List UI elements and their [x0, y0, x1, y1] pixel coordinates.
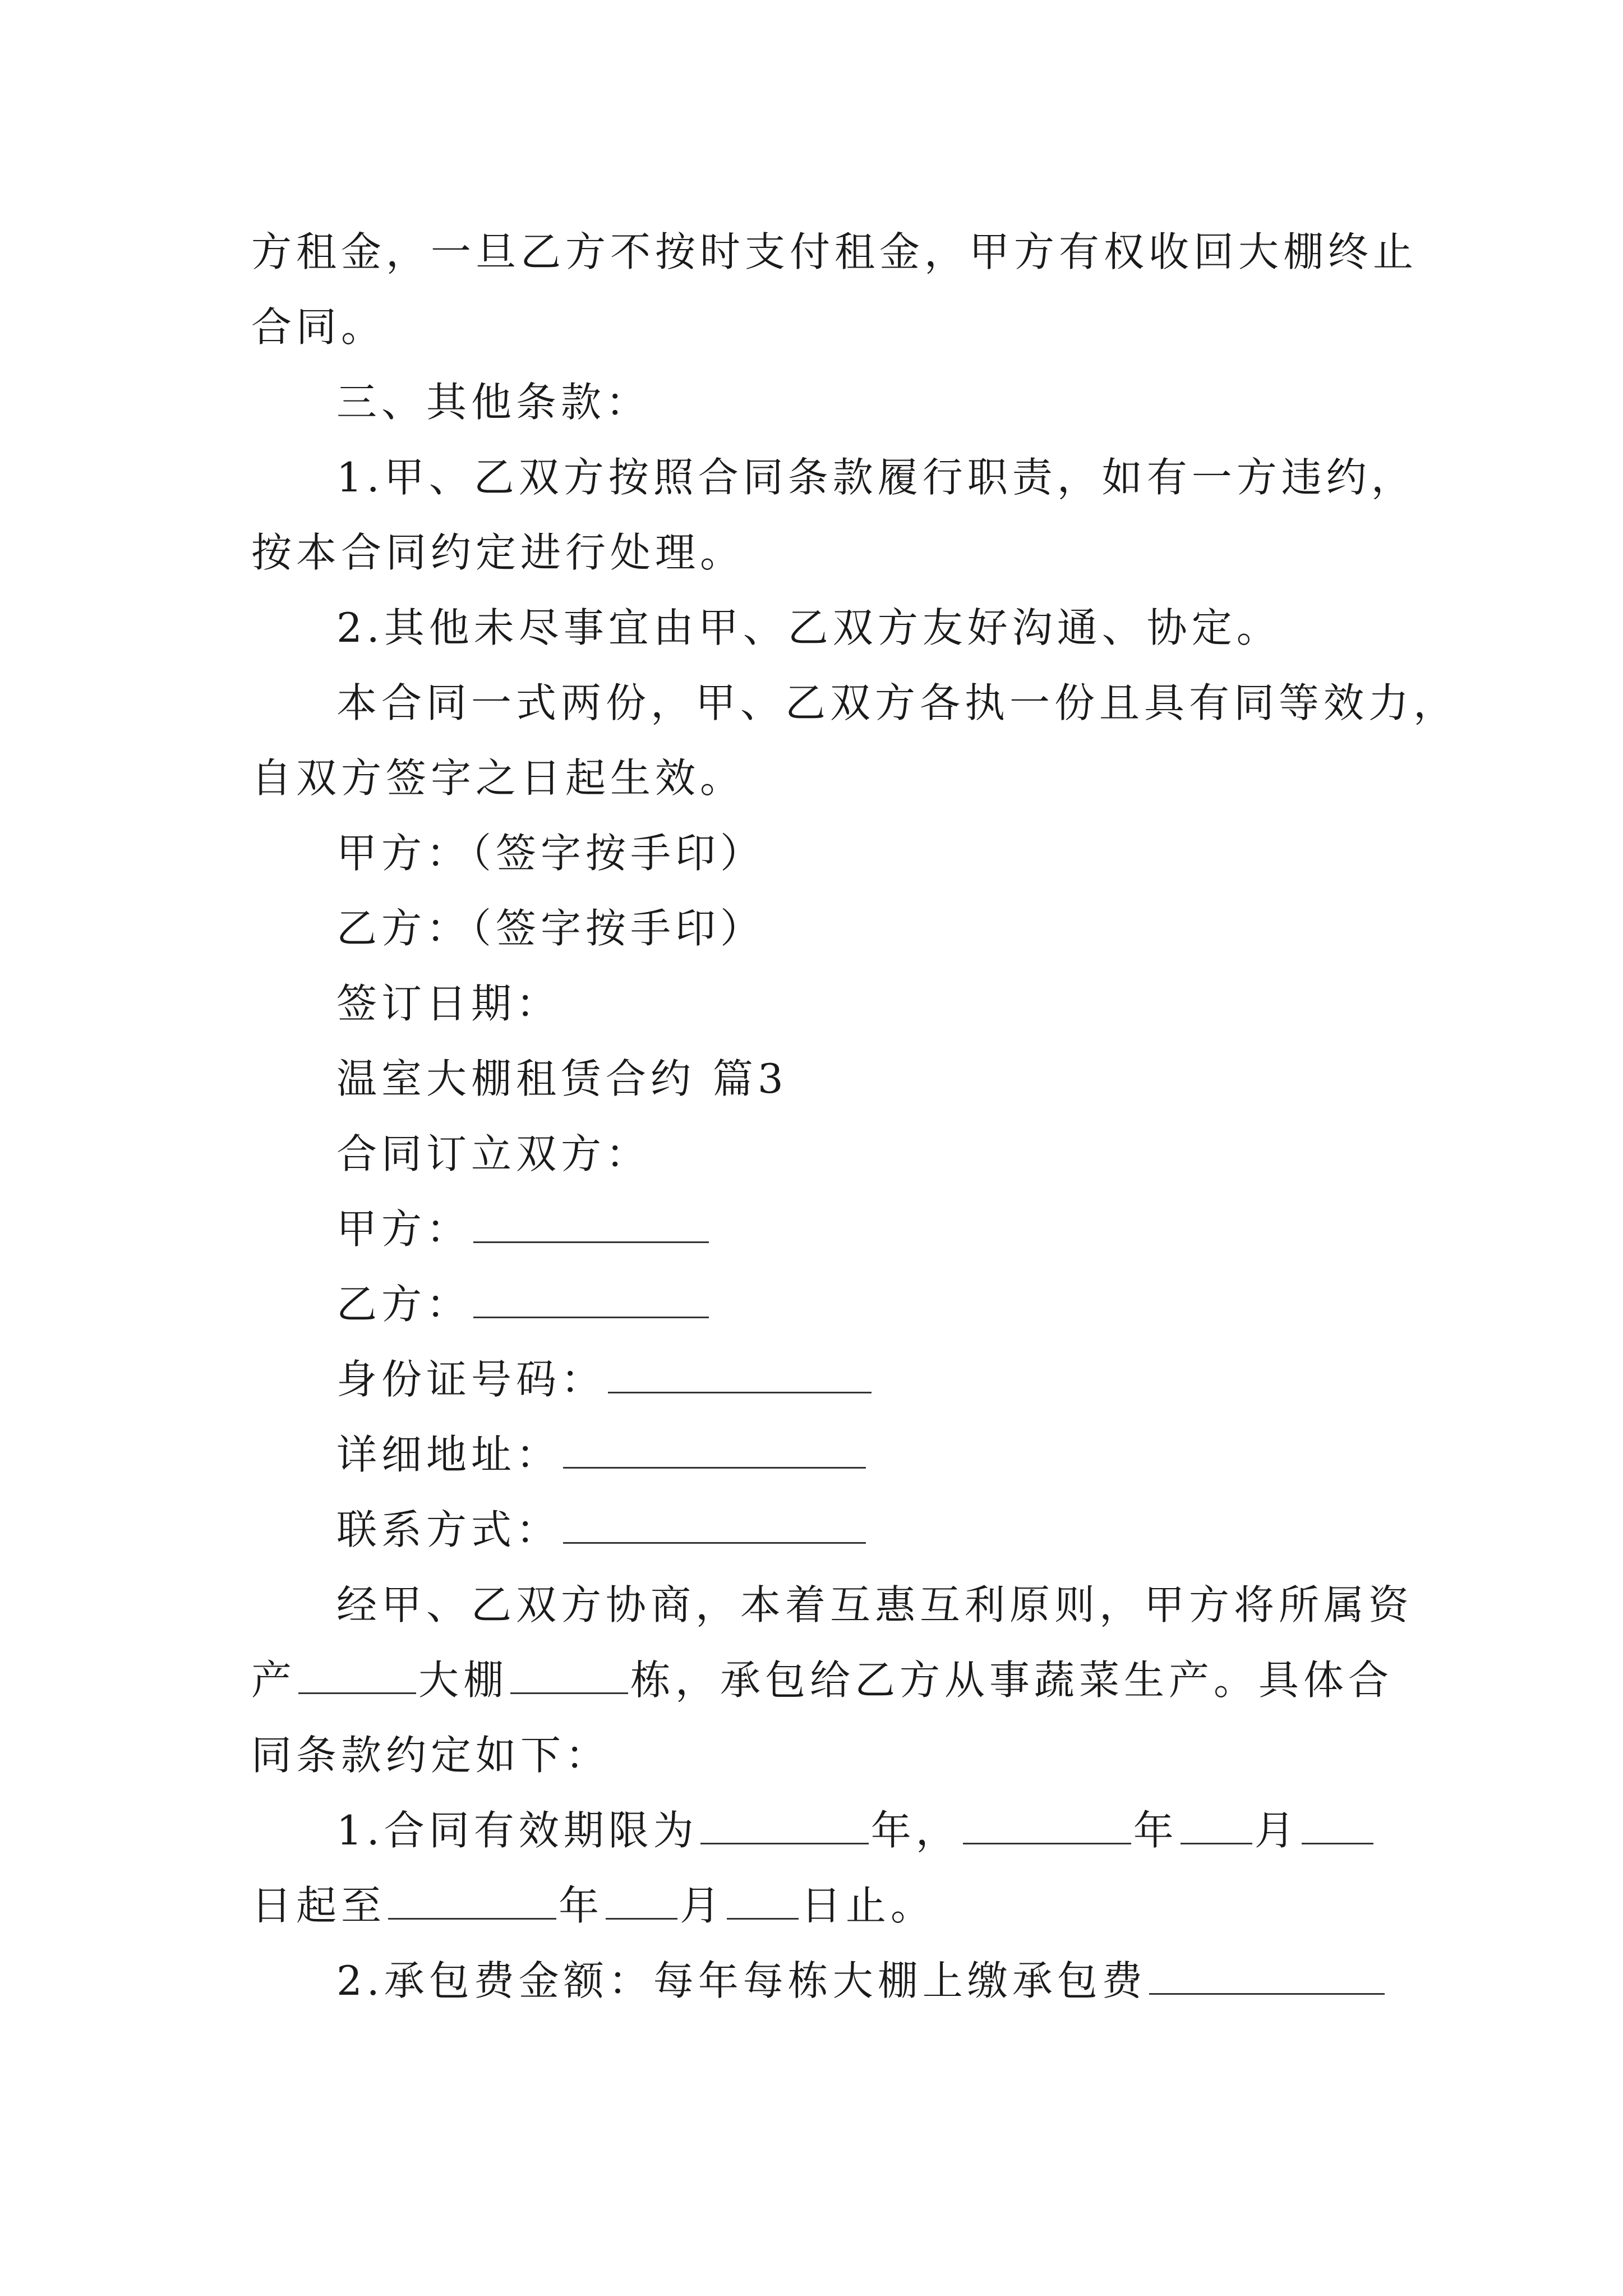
- term-text: 1.合同有效期限为: [336, 1807, 698, 1854]
- article-title: 温室大棚租赁合约 篇3: [336, 1055, 788, 1102]
- blank-line: [963, 1808, 1131, 1844]
- intro-text: 栋，承包给乙方从事蔬菜生产。具体合: [630, 1657, 1394, 1704]
- paragraph-line: 合同。: [251, 303, 386, 351]
- section-heading: 三、其他条款：: [336, 379, 651, 426]
- intro-line: 经甲、乙双方协商，本着互惠互利原则，甲方将所属资: [336, 1581, 1414, 1628]
- blank-line: [727, 1883, 799, 1920]
- field-label: 联系方式：: [336, 1506, 561, 1553]
- blank-line: [606, 1883, 677, 1920]
- field-party-a: [251, 1191, 1387, 1267]
- term-text: 日起至: [251, 1882, 386, 1929]
- blank-line: [700, 1808, 869, 1844]
- signature-party-a: 甲方：（签字按手印）: [336, 830, 766, 877]
- intro-text: 大棚: [418, 1657, 509, 1704]
- parties-heading: 合同订立双方：: [336, 1130, 651, 1177]
- fee-text: 2.承包费金额：每年每栋大棚上缴承包费: [336, 1957, 1147, 2004]
- term-text: ，: [915, 1807, 961, 1854]
- term-text: 月: [1254, 1807, 1299, 1854]
- intro-text: 产: [251, 1657, 297, 1704]
- field-label: 甲方：: [336, 1205, 472, 1253]
- blank-line: [608, 1357, 872, 1393]
- blank-line: [1181, 1808, 1252, 1844]
- signature-party-b: 乙方：（签字按手印）: [336, 905, 766, 952]
- fee-line: [251, 1943, 1387, 2018]
- blank-line: [1149, 1958, 1385, 1995]
- term-text: 日止。: [801, 1882, 936, 1929]
- paragraph-line: 方租金，一旦乙方不按时支付租金，甲方有权收回大棚终止: [251, 228, 1418, 275]
- intro-line: [251, 1642, 1394, 1718]
- blank-line: [473, 1282, 709, 1318]
- intro-line: 同条款约定如下：: [251, 1732, 611, 1779]
- blank-line: [1302, 1808, 1373, 1844]
- term-text: 年: [1133, 1807, 1178, 1854]
- document-page: [251, 214, 1459, 2018]
- clause-line: 按本合同约定进行处理。: [251, 529, 745, 576]
- field-address: [251, 1417, 1387, 1492]
- term-line: [251, 1793, 1387, 1868]
- clause-line: 1.甲、乙双方按照合同条款履行职责，如有一方违约，: [336, 454, 1416, 501]
- field-party-b: [251, 1267, 1387, 1342]
- term-line: [251, 1868, 1387, 1943]
- field-label: 乙方：: [336, 1281, 472, 1328]
- closing-line: 本合同一式两份，甲、乙双方各执一份且具有同等效力，: [336, 679, 1459, 726]
- field-label: 身份证号码：: [336, 1356, 606, 1403]
- blank-line: [388, 1883, 556, 1920]
- blank-line: [563, 1432, 866, 1469]
- term-text: 月: [680, 1882, 725, 1929]
- term-text: 年: [559, 1882, 604, 1929]
- blank-line: [563, 1507, 866, 1544]
- field-label: 详细地址：: [336, 1431, 561, 1478]
- field-contact: [251, 1492, 1387, 1567]
- blank-line: [510, 1658, 628, 1694]
- clause-line: 2.其他未尽事宜由甲、乙双方友好沟通、协定。: [336, 604, 1281, 651]
- blank-line: [473, 1207, 709, 1243]
- field-id-number: [251, 1342, 1387, 1417]
- signing-date: 签订日期：: [336, 980, 561, 1027]
- blank-line: [298, 1658, 416, 1694]
- term-text: 年: [870, 1807, 916, 1854]
- closing-line: 自双方签字之日起生效。: [251, 754, 745, 802]
